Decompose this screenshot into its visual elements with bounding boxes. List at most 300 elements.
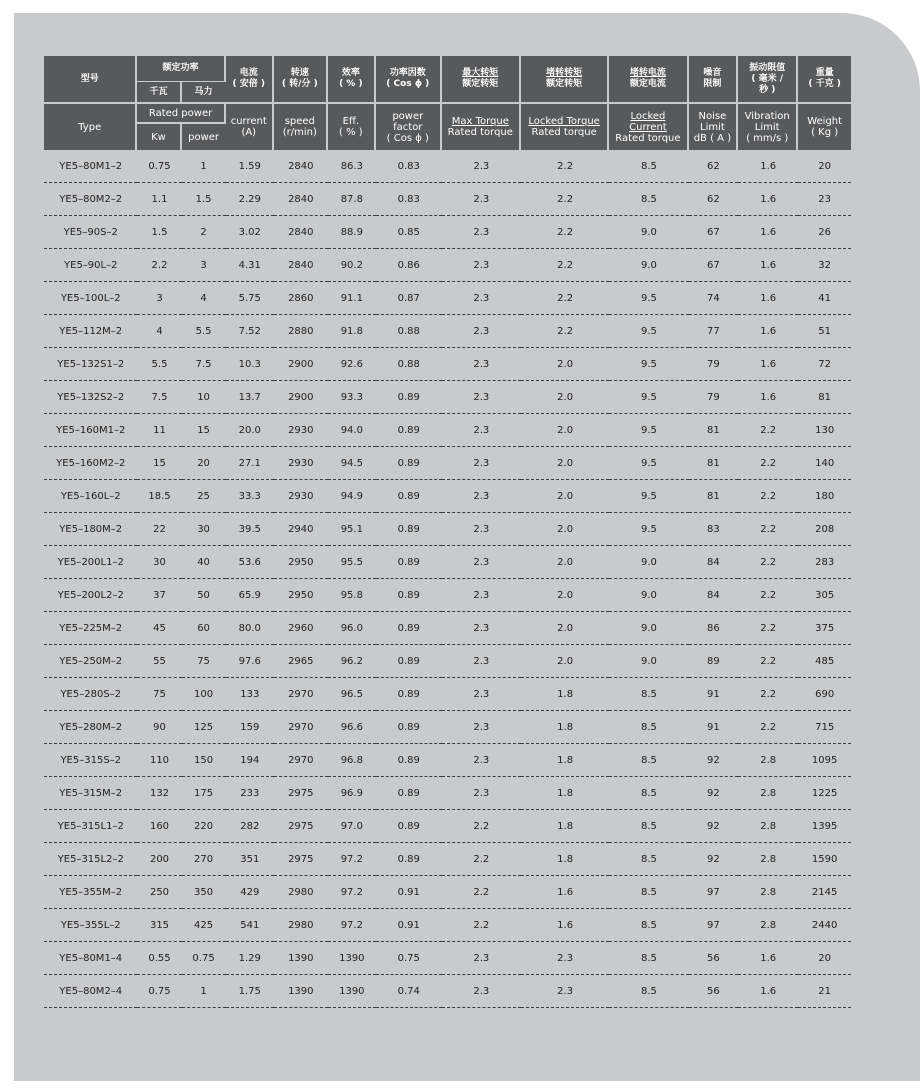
cell-noise: 91 [689,678,738,711]
cell-kw: 22 [137,513,181,546]
cell-power-factor: 0.89 [376,678,442,711]
cell-kw: 7.5 [137,381,181,414]
cell-vibration: 2.2 [738,414,798,447]
cell-noise: 74 [689,282,738,315]
cell-locked-current: 9.5 [609,348,689,381]
cell-weight: 20 [798,150,851,183]
cell-hp: 0.75 [182,942,226,975]
cell-max-torque: 2.3 [442,447,522,480]
cell-noise: 56 [689,942,738,975]
cell-hp: 7.5 [182,348,226,381]
cell-power-factor: 0.89 [376,546,442,579]
cell-hp: 270 [182,843,226,876]
header-text: Vibration [744,110,790,122]
header-current-en [226,102,274,150]
header-text: Rated torque [615,132,681,144]
cell-weight: 180 [798,480,851,513]
cell-current: 53.6 [226,546,274,579]
table-row [44,183,851,216]
cell-vibration: 2.8 [738,843,798,876]
cell-locked-torque: 2.2 [521,249,609,282]
table-row [44,777,851,810]
header-locked-current-cn [609,56,689,102]
cell-noise: 97 [689,876,738,909]
cell-type: YE5–100L–2 [44,282,137,315]
table-row [44,348,851,381]
header-text: ( mm/s ) [746,132,789,144]
cell-speed: 2970 [274,744,328,777]
cell-power-factor: 0.89 [376,612,442,645]
cell-power-factor: 0.87 [376,282,442,315]
cell-noise: 83 [689,513,738,546]
header-text: ( 安倍 ) [232,79,266,89]
cell-locked-torque: 2.0 [521,513,609,546]
header-text: Noise [698,110,727,122]
cell-power-factor: 0.89 [376,744,442,777]
header-text: 效率 [341,68,360,78]
cell-speed: 2980 [274,909,328,942]
header-text: ( Cos ϕ ) [386,132,429,144]
cell-locked-torque: 2.2 [521,315,609,348]
cell-locked-torque: 2.2 [521,183,609,216]
cell-speed: 1390 [274,942,328,975]
cell-efficiency: 95.1 [328,513,376,546]
cell-noise: 62 [689,183,738,216]
cell-current: 282 [226,810,274,843]
cell-max-torque: 2.3 [442,777,522,810]
header-text: Weight [807,116,843,127]
cell-speed: 2940 [274,513,328,546]
table-row [44,612,851,645]
cell-kw: 3 [137,282,181,315]
table-row [44,216,851,249]
cell-weight: 208 [798,513,851,546]
cell-type: YE5–355L–2 [44,909,137,942]
table-row [44,414,851,447]
cell-efficiency: 96.9 [328,777,376,810]
cell-locked-current: 8.5 [609,810,689,843]
cell-current: 1.59 [226,150,274,183]
cell-kw: 5.5 [137,348,181,381]
header-locked-torque-cn [521,56,609,102]
cell-locked-current: 8.5 [609,975,689,1008]
cell-hp: 1 [182,975,226,1008]
cell-weight: 140 [798,447,851,480]
cell-hp: 4 [182,282,226,315]
cell-locked-torque: 1.8 [521,744,609,777]
cell-locked-torque: 2.2 [521,216,609,249]
cell-efficiency: 92.6 [328,348,376,381]
cell-current: 80.0 [226,612,274,645]
table-row [44,711,851,744]
cell-kw: 55 [137,645,181,678]
cell-noise: 84 [689,546,738,579]
cell-kw: 30 [137,546,181,579]
cell-power-factor: 0.74 [376,975,442,1008]
table-body [44,150,851,1008]
cell-weight: 23 [798,183,851,216]
cell-weight: 715 [798,711,851,744]
cell-current: 159 [226,711,274,744]
header-text: Rated torque [447,127,513,138]
header-text: 型号 [80,73,99,84]
header-text: (r/min) [282,127,317,138]
header-text: 重量 [815,68,834,78]
motor-spec-table [44,56,851,1008]
cell-efficiency: 97.0 [328,810,376,843]
header-text: 秒 ) [759,84,776,95]
cell-power-factor: 0.83 [376,183,442,216]
cell-power-factor: 0.89 [376,810,442,843]
cell-vibration: 2.8 [738,909,798,942]
cell-locked-torque: 1.8 [521,678,609,711]
table-row [44,909,851,942]
table-row [44,381,851,414]
cell-vibration: 2.8 [738,777,798,810]
cell-power-factor: 0.89 [376,513,442,546]
cell-noise: 84 [689,579,738,612]
cell-type: YE5–160M2–2 [44,447,137,480]
cell-power-factor: 0.89 [376,843,442,876]
cell-locked-current: 8.5 [609,744,689,777]
cell-type: YE5–315L2–2 [44,843,137,876]
header-vibration-cn [738,56,798,102]
cell-vibration: 1.6 [738,942,798,975]
cell-max-torque: 2.3 [442,348,522,381]
header-pf-cn [376,56,442,102]
cell-vibration: 1.6 [738,249,798,282]
table-row [44,942,851,975]
cell-locked-torque: 1.8 [521,843,609,876]
cell-efficiency: 86.3 [328,150,376,183]
cell-speed: 2970 [274,711,328,744]
cell-locked-torque: 2.0 [521,381,609,414]
header-text: Locked Torque [528,116,600,127]
cell-power-factor: 0.91 [376,876,442,909]
cell-kw: 110 [137,744,181,777]
cell-current: 4.31 [226,249,274,282]
cell-locked-current: 8.5 [609,777,689,810]
cell-hp: 220 [182,810,226,843]
cell-locked-current: 8.5 [609,876,689,909]
cell-hp: 5.5 [182,315,226,348]
cell-power-factor: 0.85 [376,216,442,249]
cell-type: YE5–315S–2 [44,744,137,777]
cell-noise: 92 [689,744,738,777]
cell-hp: 125 [182,711,226,744]
cell-vibration: 1.6 [738,315,798,348]
cell-locked-current: 8.5 [609,843,689,876]
cell-speed: 2860 [274,282,328,315]
cell-weight: 1395 [798,810,851,843]
cell-noise: 92 [689,777,738,810]
cell-weight: 51 [798,315,851,348]
cell-locked-torque: 2.0 [521,645,609,678]
header-text: Max Torque [451,116,509,127]
cell-max-torque: 2.3 [442,249,522,282]
cell-locked-torque: 1.8 [521,711,609,744]
cell-speed: 2930 [274,480,328,513]
cell-weight: 485 [798,645,851,678]
cell-locked-current: 9.0 [609,546,689,579]
cell-type: YE5–80M1–4 [44,942,137,975]
cell-locked-torque: 1.8 [521,777,609,810]
cell-max-torque: 2.3 [442,150,522,183]
table-row [44,975,851,1008]
cell-weight: 81 [798,381,851,414]
cell-locked-current: 9.5 [609,414,689,447]
cell-weight: 2440 [798,909,851,942]
cell-vibration: 2.2 [738,546,798,579]
cell-locked-current: 9.5 [609,282,689,315]
table-row [44,645,851,678]
cell-locked-current: 9.5 [609,513,689,546]
cell-hp: 100 [182,678,226,711]
header-text: Eff. [342,116,360,127]
cell-speed: 2975 [274,777,328,810]
cell-hp: 2 [182,216,226,249]
cell-speed: 2975 [274,810,328,843]
header-noise-en [689,102,738,150]
cell-hp: 175 [182,777,226,810]
header-weight-cn [798,56,851,102]
cell-vibration: 2.2 [738,513,798,546]
cell-type: YE5–80M1–2 [44,150,137,183]
header-text: 振动限值 [749,62,786,73]
cell-current: 7.52 [226,315,274,348]
cell-weight: 21 [798,975,851,1008]
cell-vibration: 2.2 [738,480,798,513]
spec-sheet-panel [14,13,920,1081]
cell-type: YE5–132S1–2 [44,348,137,381]
cell-kw: 11 [137,414,181,447]
cell-efficiency: 96.2 [328,645,376,678]
cell-speed: 2980 [274,876,328,909]
cell-max-torque: 2.3 [442,282,522,315]
header-text: power [392,110,424,122]
cell-locked-current: 8.5 [609,711,689,744]
cell-max-torque: 2.2 [442,909,522,942]
cell-type: YE5–200L1–2 [44,546,137,579]
cell-hp: 1.5 [182,183,226,216]
table-row [44,843,851,876]
cell-hp: 1 [182,150,226,183]
cell-efficiency: 93.3 [328,381,376,414]
header-text: 额定功率 [162,63,199,73]
cell-efficiency: 96.0 [328,612,376,645]
header-text: 堵转转矩 [546,68,583,78]
cell-kw: 0.75 [137,150,181,183]
cell-kw: 315 [137,909,181,942]
cell-locked-torque: 2.2 [521,282,609,315]
cell-locked-current: 8.5 [609,150,689,183]
cell-power-factor: 0.89 [376,447,442,480]
cell-locked-torque: 2.0 [521,612,609,645]
cell-type: YE5–90L–2 [44,249,137,282]
cell-locked-torque: 1.8 [521,810,609,843]
cell-type: YE5–315M–2 [44,777,137,810]
cell-efficiency: 96.8 [328,744,376,777]
cell-max-torque: 2.2 [442,843,522,876]
cell-locked-current: 9.0 [609,216,689,249]
cell-power-factor: 0.88 [376,348,442,381]
cell-speed: 2965 [274,645,328,678]
cell-efficiency: 97.2 [328,909,376,942]
header-kw-en: Kw [137,122,181,150]
header-rated-power-cn [137,56,225,81]
cell-noise: 67 [689,216,738,249]
cell-max-torque: 2.3 [442,546,522,579]
cell-type: YE5–225M–2 [44,612,137,645]
cell-hp: 20 [182,447,226,480]
cell-noise: 81 [689,414,738,447]
cell-kw: 45 [137,612,181,645]
header-vibration-en [738,102,798,150]
cell-speed: 2880 [274,315,328,348]
cell-hp: 10 [182,381,226,414]
cell-locked-current: 9.0 [609,645,689,678]
cell-hp: 15 [182,414,226,447]
cell-vibration: 2.8 [738,810,798,843]
cell-locked-current: 9.5 [609,480,689,513]
cell-speed: 2900 [274,381,328,414]
header-eff-cn [328,56,376,102]
cell-hp: 25 [182,480,226,513]
cell-current: 1.29 [226,942,274,975]
cell-vibration: 1.6 [738,975,798,1008]
header-max-torque-en [442,102,522,150]
cell-current: 2.29 [226,183,274,216]
cell-locked-current: 9.5 [609,381,689,414]
cell-kw: 250 [137,876,181,909]
header-noise-cn [689,56,738,102]
cell-kw: 75 [137,678,181,711]
header-text: 最大转矩 [462,68,499,78]
cell-locked-torque: 2.0 [521,579,609,612]
header-text: Limit [754,121,780,133]
cell-locked-torque: 2.2 [521,150,609,183]
cell-current: 20.0 [226,414,274,447]
header-text: current [230,116,267,127]
cell-vibration: 2.2 [738,645,798,678]
cell-kw: 1.1 [137,183,181,216]
cell-locked-torque: 2.3 [521,942,609,975]
cell-power-factor: 0.89 [376,645,442,678]
header-text: ( % ) [339,79,363,89]
cell-type: YE5–180M–2 [44,513,137,546]
cell-weight: 32 [798,249,851,282]
cell-weight: 130 [798,414,851,447]
cell-hp: 150 [182,744,226,777]
header-rated-power-en: Rated power [137,102,225,122]
cell-type: YE5–280S–2 [44,678,137,711]
cell-efficiency: 97.2 [328,876,376,909]
cell-type: YE5–200L2–2 [44,579,137,612]
cell-locked-torque: 2.0 [521,414,609,447]
cell-kw: 4 [137,315,181,348]
cell-speed: 1390 [274,975,328,1008]
cell-current: 233 [226,777,274,810]
cell-locked-current: 8.5 [609,942,689,975]
cell-power-factor: 0.89 [376,381,442,414]
cell-current: 194 [226,744,274,777]
cell-noise: 77 [689,315,738,348]
cell-max-torque: 2.3 [442,216,522,249]
cell-locked-current: 9.5 [609,447,689,480]
header-text: ( 转/分 ) [281,79,318,89]
cell-current: 1.75 [226,975,274,1008]
cell-noise: 97 [689,909,738,942]
cell-hp: 40 [182,546,226,579]
cell-vibration: 2.2 [738,447,798,480]
cell-vibration: 1.6 [738,183,798,216]
cell-type: YE5–90S–2 [44,216,137,249]
cell-max-torque: 2.3 [442,381,522,414]
header-text: 额定转矩 [462,79,499,89]
cell-vibration: 1.6 [738,381,798,414]
cell-hp: 75 [182,645,226,678]
header-text: 限制 [703,79,722,89]
cell-noise: 81 [689,447,738,480]
cell-locked-current: 9.0 [609,579,689,612]
cell-vibration: 1.6 [738,150,798,183]
cell-type: YE5–315L1–2 [44,810,137,843]
header-kw-cn: 千瓦 [137,81,181,102]
cell-weight: 20 [798,942,851,975]
cell-speed: 2840 [274,216,328,249]
cell-power-factor: 0.88 [376,315,442,348]
cell-locked-torque: 2.3 [521,975,609,1008]
cell-current: 10.3 [226,348,274,381]
header-text: 电流 [239,68,258,78]
header-text: ( 毫米 / [751,73,784,84]
header-text: Rated torque [531,127,597,138]
cell-kw: 37 [137,579,181,612]
cell-kw: 0.75 [137,975,181,1008]
cell-efficiency: 95.8 [328,579,376,612]
table-row [44,447,851,480]
cell-max-torque: 2.3 [442,315,522,348]
cell-locked-torque: 2.0 [521,348,609,381]
cell-efficiency: 88.9 [328,216,376,249]
cell-current: 541 [226,909,274,942]
cell-speed: 2840 [274,150,328,183]
cell-weight: 1225 [798,777,851,810]
cell-vibration: 2.8 [738,744,798,777]
cell-type: YE5–160M1–2 [44,414,137,447]
cell-kw: 200 [137,843,181,876]
cell-locked-torque: 2.0 [521,447,609,480]
cell-current: 133 [226,678,274,711]
cell-vibration: 2.2 [738,711,798,744]
cell-efficiency: 90.2 [328,249,376,282]
cell-kw: 15 [137,447,181,480]
cell-current: 351 [226,843,274,876]
table-row [44,513,851,546]
cell-power-factor: 0.89 [376,579,442,612]
header-text: 额定转矩 [546,79,583,89]
cell-speed: 2930 [274,447,328,480]
header-type-en: Type [44,102,137,150]
cell-noise: 79 [689,348,738,381]
cell-kw: 132 [137,777,181,810]
header-text: 功率因数 [389,68,426,78]
cell-vibration: 2.2 [738,678,798,711]
cell-locked-current: 8.5 [609,183,689,216]
cell-type: YE5–112M–2 [44,315,137,348]
cell-weight: 1095 [798,744,851,777]
header-text: ( % ) [338,127,363,138]
